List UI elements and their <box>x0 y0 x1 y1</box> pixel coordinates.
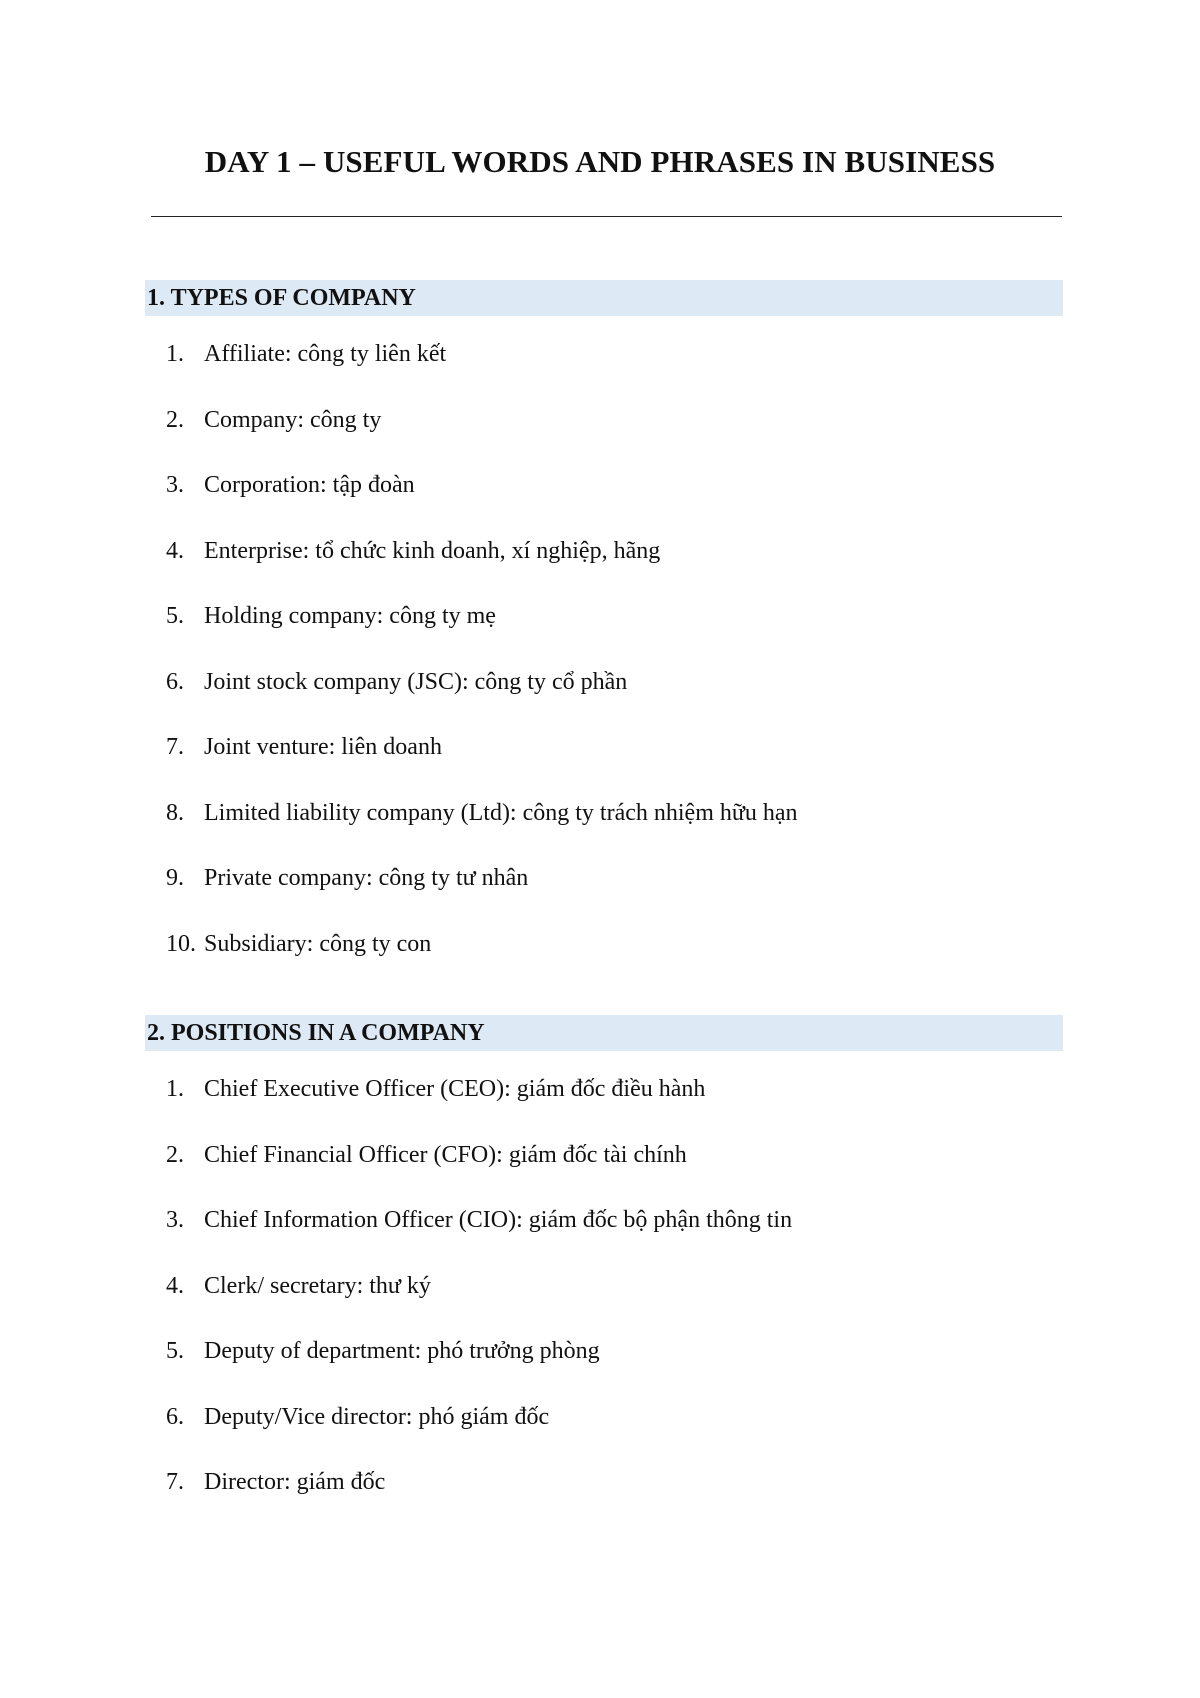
item-text: Subsidiary: công ty con <box>204 930 432 957</box>
list-item <box>145 1138 1063 1204</box>
item-text: Clerk/ secretary: thư ký <box>204 1272 431 1299</box>
item-text: Joint stock company (JSC): công ty cổ phần <box>204 668 628 695</box>
positions-in-a-company-list <box>145 1072 1063 1531</box>
item-number: 7. <box>166 1469 184 1495</box>
item-number: 8. <box>166 799 184 826</box>
title-underline <box>151 216 1062 217</box>
item-number: 4. <box>166 1272 184 1299</box>
list-item <box>145 1203 1063 1269</box>
list-item <box>145 468 1063 534</box>
list-item <box>145 337 1063 403</box>
list-item <box>145 861 1063 927</box>
list-item <box>145 534 1063 600</box>
item-number: 9. <box>166 865 184 891</box>
item-number: 2. <box>166 1141 184 1168</box>
item-text: Chief Information Officer (CIO): giám đốc bộ phận thông tin <box>204 1207 793 1233</box>
list-item <box>145 796 1063 862</box>
item-text: Private company: công ty tư nhân <box>204 865 529 891</box>
page-title: DAY 1 – USEFUL WORDS AND PHRASES IN BUSINESS <box>204 144 996 179</box>
section-heading-types-of-company: 1. TYPES OF COMPANY <box>145 280 1063 316</box>
item-number: 3. <box>166 1207 184 1233</box>
item-number: 10. <box>166 930 196 957</box>
item-text: Corporation: tập đoàn <box>204 472 415 498</box>
list-item <box>145 1465 1063 1531</box>
list-item <box>145 665 1063 731</box>
item-text: Affiliate: công ty liên kết <box>204 341 447 367</box>
item-number: 6. <box>166 1403 184 1430</box>
item-number: 2. <box>166 406 184 433</box>
item-text: Joint venture: liên doanh <box>204 734 442 760</box>
item-text: Deputy/Vice director: phó giám đốc <box>204 1403 550 1430</box>
item-number: 5. <box>166 603 184 629</box>
list-item <box>145 1072 1063 1138</box>
item-text: Enterprise: tổ chức kinh doanh, xí nghiệp, hãng <box>204 537 661 564</box>
item-number: 1. <box>166 1076 184 1102</box>
section-heading-positions-in-a-company: 2. POSITIONS IN A COMPANY <box>145 1015 1063 1051</box>
item-text: Limited liability company (Ltd): công ty trách nhiệm hữu hạn <box>204 799 798 826</box>
item-number: 3. <box>166 472 184 498</box>
item-number: 6. <box>166 668 184 695</box>
list-item <box>145 1400 1063 1466</box>
item-number: 1. <box>166 341 184 367</box>
item-number: 7. <box>166 734 184 760</box>
item-text: Deputy of department: phó trưởng phòng <box>204 1338 600 1364</box>
item-number: 4. <box>166 537 184 564</box>
list-item <box>145 1334 1063 1400</box>
item-text: Holding company: công ty mẹ <box>204 603 496 629</box>
item-number: 5. <box>166 1338 184 1364</box>
item-text: Chief Financial Officer (CFO): giám đốc tài chính <box>204 1141 687 1168</box>
list-item <box>145 927 1063 993</box>
item-text: Chief Executive Officer (CEO): giám đốc điều hành <box>204 1076 706 1102</box>
item-text: Company: công ty <box>204 406 382 433</box>
item-text: Director: giám đốc <box>204 1469 386 1495</box>
list-item <box>145 1269 1063 1335</box>
list-item <box>145 599 1063 665</box>
list-item <box>145 730 1063 796</box>
types-of-company-list <box>145 337 1063 992</box>
list-item <box>145 403 1063 469</box>
